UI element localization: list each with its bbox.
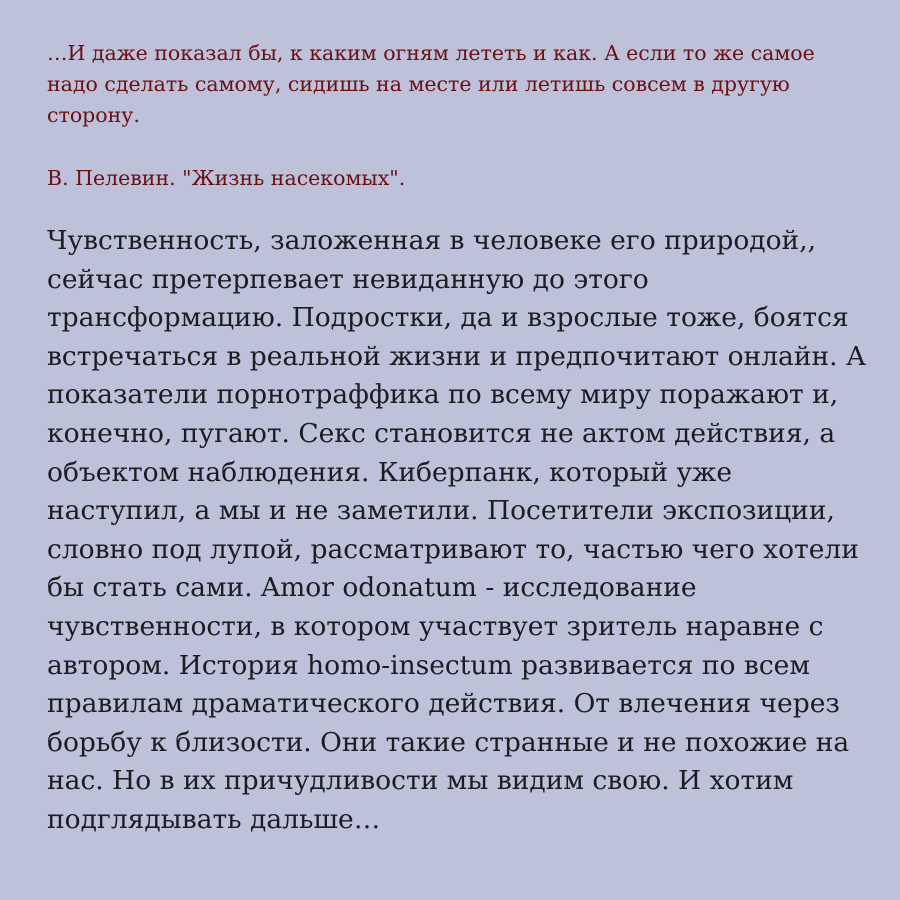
epigraph-quote: …И даже показал бы, к каким огням лететь и как. А если то же самое надо сделать самому, сидишь на месте или летишь совсем в другую сторону. [47, 41, 815, 127]
main-paragraph: Чувственность, заложенная в человеке его природой,, сейчас претерпевает невиданную до этого трансформацию. Подростки, да и взрослые тоже, боятся встречаться в реальной жизни и предпочитают онлайн. А показатели порнотраффика по всему миру поражают и, конечно, пугают. Секс становится не актом действия, а объектом наблюдения. Киберпанк, который уже наступил, а мы и не заметили. Посетители экспозиции, словно под лупой, рассматривают то, частью чего хотели бы стать сами. Amor odonatum - исследование чувственности, в котором участвует зритель наравне с автором. История homo-insectum развивается по всем правилам драматического действия. От влечения через борьбу к близости. Они такие странные и не похожие на нас. Но в их причудливости мы видим свою. И хотим подглядывать дальше… [47, 225, 867, 835]
epigraph-attribution: В. Пелевин. "Жизнь насекомых". [47, 166, 406, 190]
